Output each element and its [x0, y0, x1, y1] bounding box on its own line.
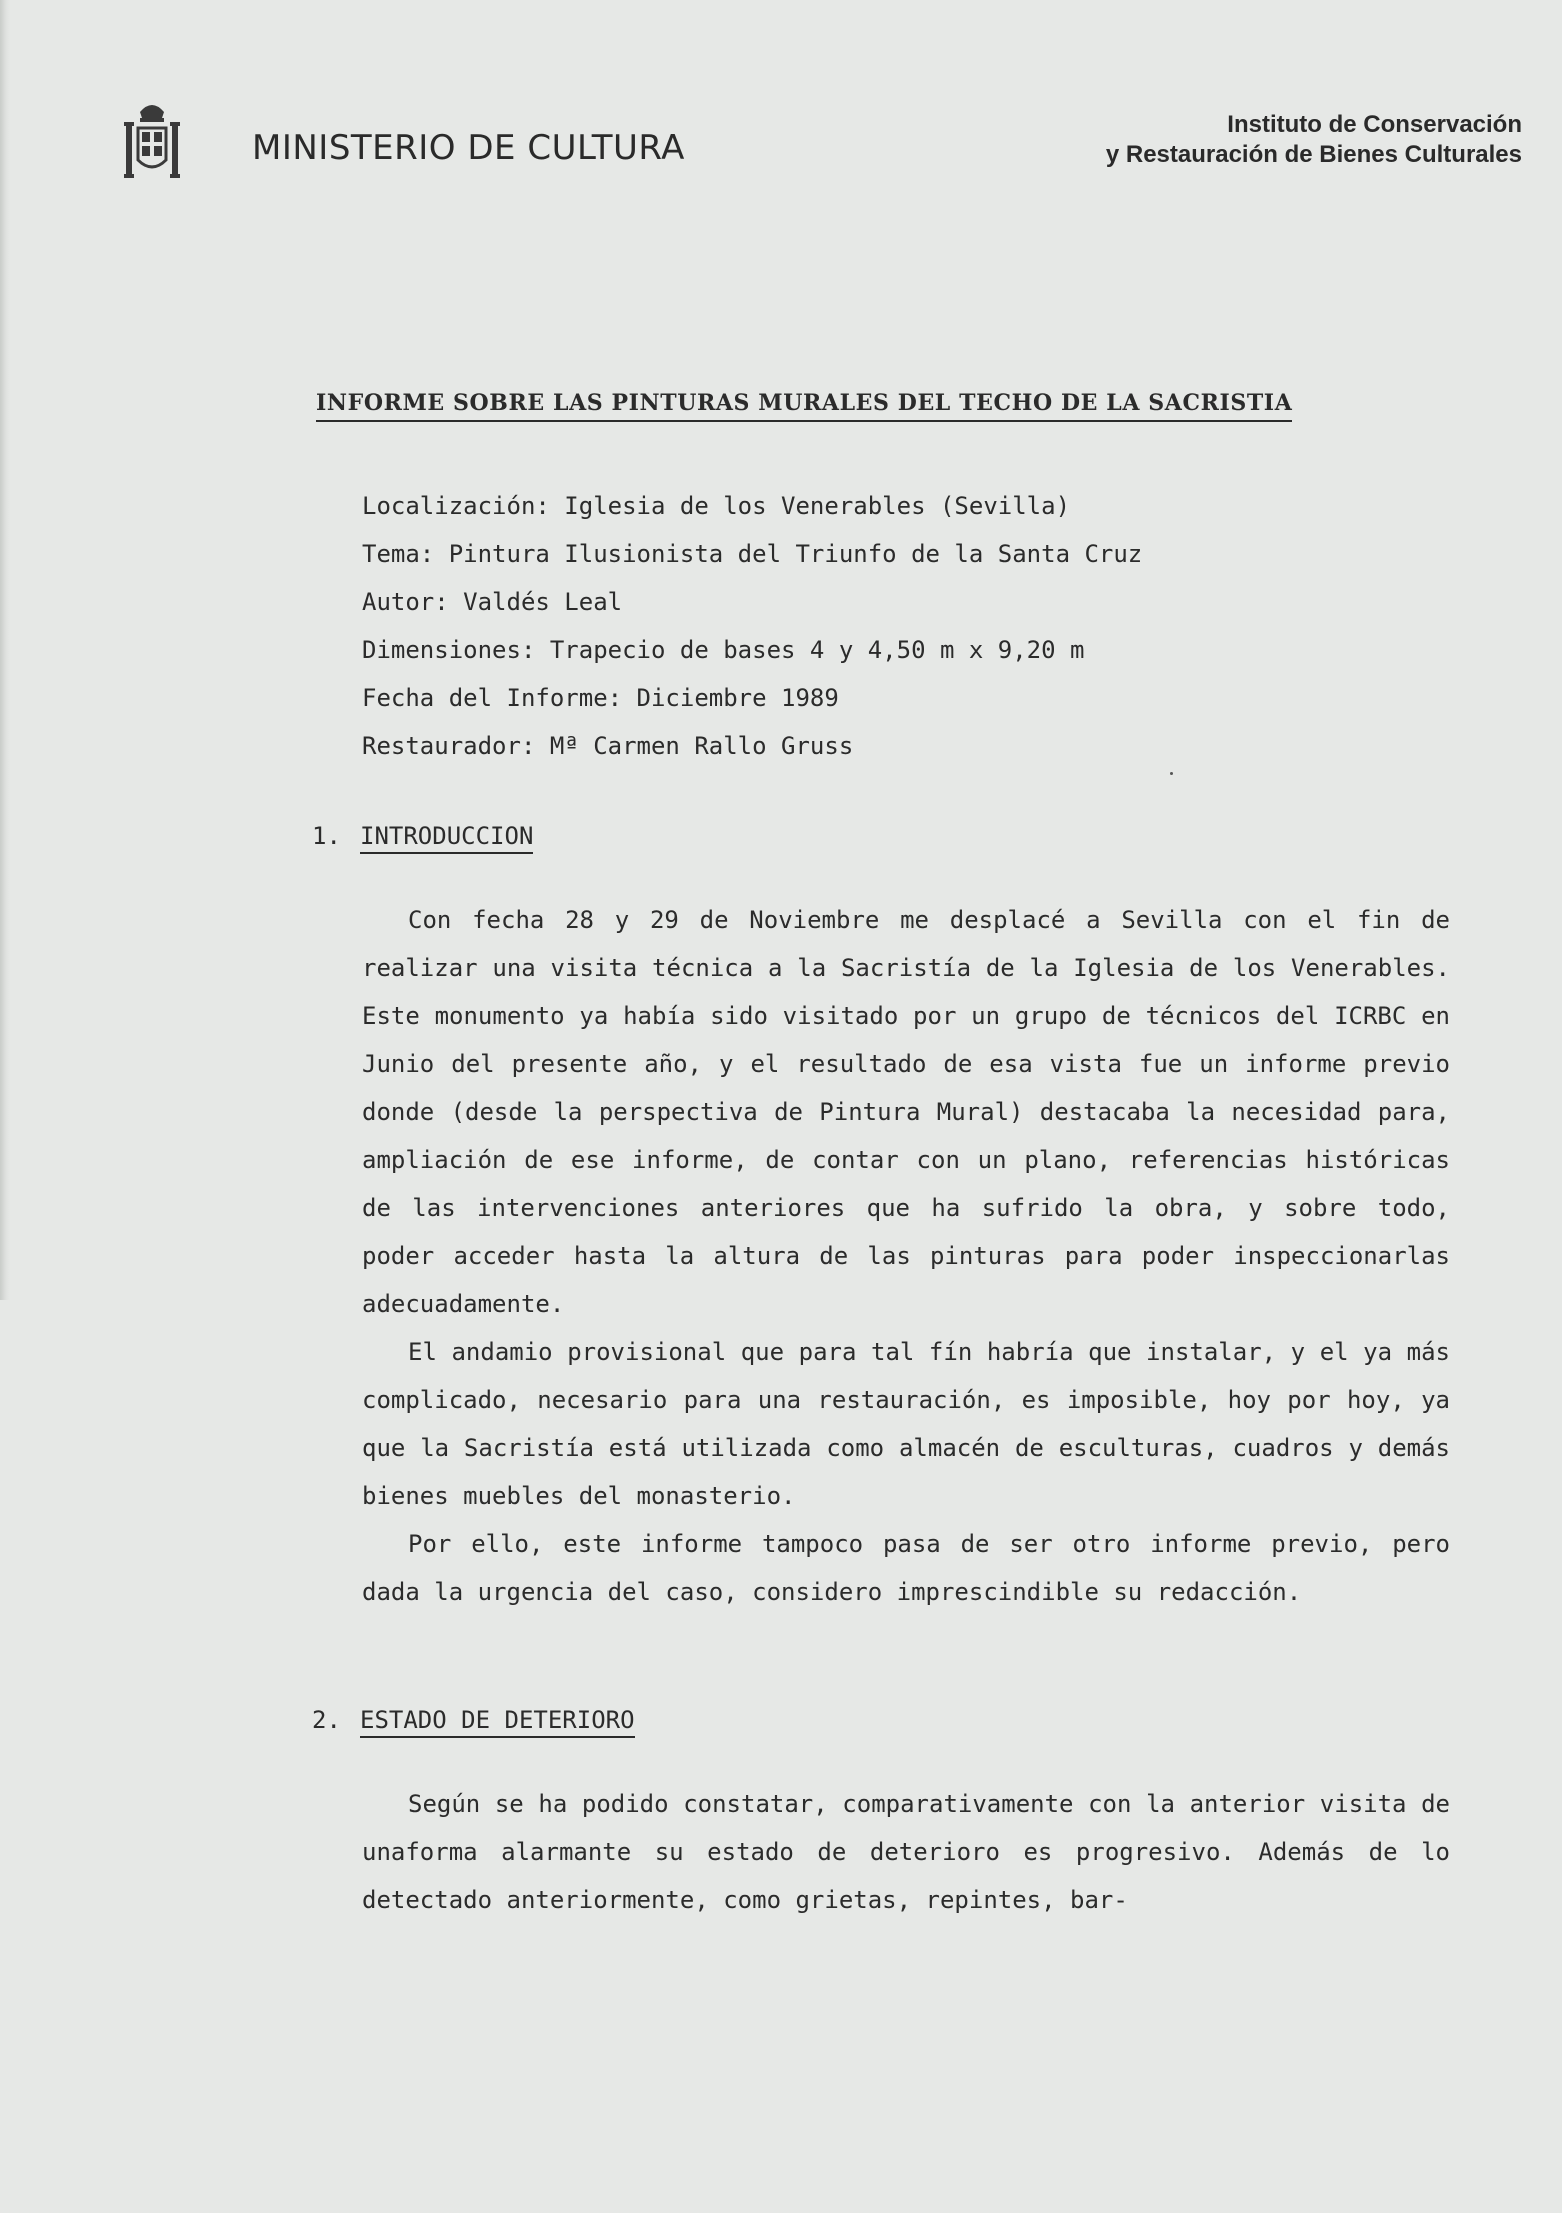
- paragraph: Según se ha podido constatar, comparativamente con la anterior visita de unaforma alarmante su estado de deterioro es progresivo. Además de lo detectado anteriormente, como grietas, repintes, bar-: [362, 1790, 1450, 1914]
- metadata-block: [362, 482, 1142, 770]
- section-heading-introduccion: [312, 822, 533, 850]
- section-title: ESTADO DE DETERIORO: [360, 1706, 635, 1738]
- paragraph: El andamio provisional que para tal fín habría que instalar, y el ya más complicado, necesario para una restauración, es imposible, hoy por hoy, ya que la Sacristía está utilizada como almacén de esculturas, cuadros y demás bienes muebles del monasterio.: [362, 1338, 1450, 1510]
- meta-report-date: Fecha del Informe: Diciembre 1989: [362, 684, 839, 712]
- institute-line-1: Instituto de Conservación: [1227, 111, 1522, 138]
- meta-location: Localización: Iglesia de los Venerables (Sevilla): [362, 492, 1071, 520]
- document-title: INFORME SOBRE LAS PINTURAS MURALES DEL TECHO DE LA SACRISTIA: [316, 390, 1292, 422]
- ministry-name: MINISTERIO DE CULTURA: [252, 128, 685, 168]
- meta-theme: Tema: Pintura Ilusionista del Triunfo de la Santa Cruz: [362, 540, 1143, 568]
- institute-name: [1106, 110, 1522, 170]
- institute-line-2: y Restauración de Bienes Culturales: [1105, 141, 1522, 168]
- coat-of-arms-icon: [122, 98, 182, 188]
- scan-edge: [0, 0, 10, 1300]
- section-heading-estado-de-deterioro: [312, 1706, 635, 1734]
- meta-author: Autor: Valdés Leal: [362, 588, 623, 616]
- section-body-introduccion: [362, 896, 1450, 1616]
- paragraph: Con fecha 28 y 29 de Noviembre me desplacé a Sevilla con el fin de realizar una visita técnica a la Sacristía de la Iglesia de los Venerables. Este monumento ya había sido visitado por un grupo de técnicos del ICRBC en Junio del presente año, y el resultado de esa vista fue un informe previo donde (desde la perspectiva de Pintura Mural) destacaba la necesidad para, ampliación de ese informe, de contar con un plano, referencias históricas de las intervenciones anteriores que ha sufrido la obra, y sobre todo, poder acceder hasta la altura de las pinturas para poder inspeccionarlas adecuadamente.: [362, 906, 1450, 1318]
- meta-restorer: Restaurador: Mª Carmen Rallo Gruss: [362, 732, 854, 760]
- section-number: 1.: [312, 822, 341, 850]
- paragraph: Por ello, este informe tampoco pasa de ser otro informe previo, pero dada la urgencia del caso, considero imprescindible su redacción.: [362, 1530, 1450, 1606]
- section-title: INTRODUCCION: [360, 822, 533, 854]
- section-body-estado-de-deterioro: [362, 1780, 1450, 1924]
- section-number: 2.: [312, 1706, 341, 1734]
- meta-dimensions: Dimensiones: Trapecio de bases 4 y 4,50 m x 9,20 m: [362, 636, 1085, 664]
- scan-speck: [1170, 772, 1173, 775]
